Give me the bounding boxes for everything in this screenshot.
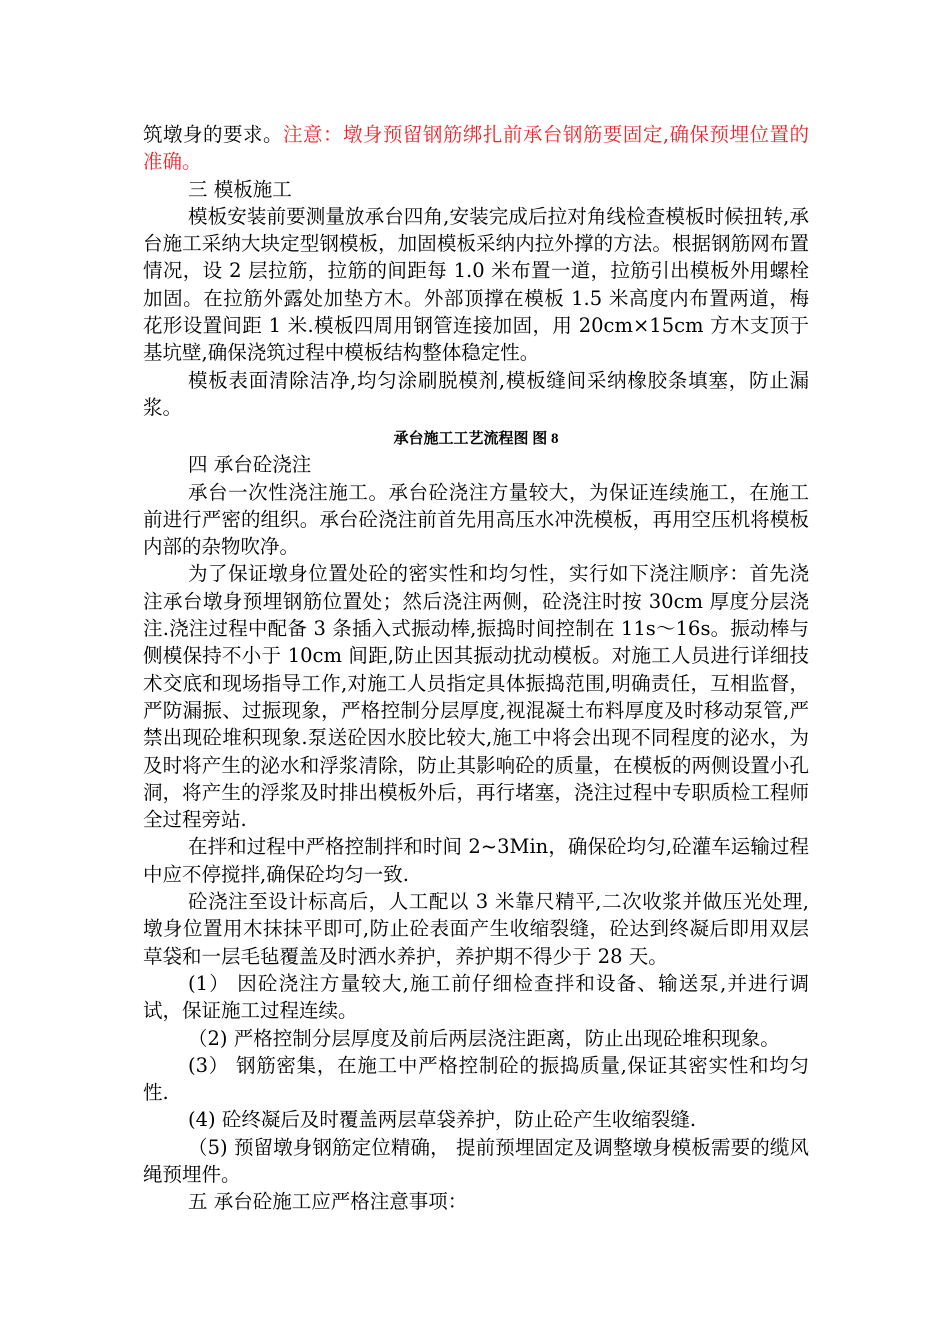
paragraph-formwork-cleaning: 模板表面清除洁净,均匀涂刷脱模剂,模板缝间采纳橡胶条填塞，防止漏浆。 (143, 368, 809, 419)
list-item-2: （2) 严格控制分层厚度及前后两层浇注距离，防止出现砼堆积现象。 (188, 1026, 780, 1050)
list-item-4: (4) 砼终凝后及时覆盖两层草袋养护，防止砼产生收缩裂缝. (188, 1108, 697, 1132)
paragraph-pouring-overview: 承台一次性浇注施工。承台砼浇注方量较大，为保证连续施工，在施工前进行严密的组织。承台砼浇注前首先用高压水冲洗模板，再用空压机将模板内部的杂物吹净。 (143, 480, 809, 559)
paragraph-mixing: 在拌和过程中严格控制拌和时间 2~3Min，确保砼均匀,砼灌车运输过程中应不停搅拌,确保砼均匀一致. (143, 835, 809, 886)
section-heading-formwork: 三 模板施工 (188, 177, 292, 201)
warning-note: 注意：墩身预留钢筋绑扎前承台钢筋要固定,确保预埋位置的准确。 (143, 123, 809, 174)
section-heading-concrete-pouring: 四 承台砼浇注 (188, 453, 312, 477)
paragraph-curing: 砼浇注至设计标高后，人工配以 3 米靠尺精平,二次收浆并做压光处理,墩身位置用木抹抹平即可,防止砼表面产生收缩裂缝，砼达到终凝后即用双层草袋和一层毛毡覆盖及时洒水养护，养护期不得少于 28 天。 (143, 890, 809, 968)
list-item-1: (1） 因砼浇注方量较大,施工前仔细检查拌和设备、输送泵,并进行调试，保证施工过程连续。 (143, 971, 809, 1023)
paragraph-pouring-sequence: 为了保证墩身位置处砼的密实性和均匀性，实行如下浇注顺序：首先浇注承台墩身预埋钢筋位置处；然后浇注两侧，砼浇注时按 30cm 厚度分层浇注.浇注过程中配备 3 条插入式振动棒,振捣时间控制在 11s～16s。振动棒与侧模保持不小于 10cm 间距,防止因其振动扰动模板。对施工人员进行详细技术交底和现场指导工作,对施工人员指定具体振捣范围,明确责任，互相监督，严防漏振、过振现象，严格控制分层厚度,视混凝土布料厚度及时移动泵管,严禁出现砼堆积现象.泵送砼因水胶比较大,施工中将会出现不同程度的泌水，为及时将产生的泌水和浮浆清除，防止其影响砼的质量，在模板的两侧设置小孔洞，将产生的浮浆及时排出模板外后，再行堵塞，浇注过程中专职质检工程师全过程旁站. (143, 562, 809, 832)
list-item-5: （5) 预留墩身钢筋定位精确， 提前预埋固定及调整墩身模板需要的缆风绳预埋件。 (143, 1135, 809, 1186)
paragraph-formwork-install: 模板安装前要测量放承台四角,安装完成后拉对角线检查模板时候扭转,承台施工采纳大块定型钢模板，加固模板采纳内拉外撑的方法。根据钢筋网布置情况，设 2 层拉筋，拉筋的间距每 1.0 米布置一道，拉筋引出模板外用螺栓加固。在拉筋外露处加垫方木。外部顶撑在模板 1.5 米高度内布置两道，梅花形设置间距 1 米.模板四周用钢管连接加固，用 20cm×15cm 方木支顶于基坑壁,确保浇筑过程中模板结构整体稳定性。 (143, 204, 809, 365)
figure-caption: 承台施工工艺流程图 图 8 (393, 431, 559, 448)
list-item-3: (3） 钢筋密集，在施工中严格控制砼的振捣质量,保证其密实性和均匀性. (143, 1053, 809, 1105)
section-heading-precautions: 五 承台砼施工应严格注意事项： (188, 1190, 468, 1214)
paragraph-intro (143, 121, 809, 176)
intro-text: 筑墩身的要求。 (143, 123, 283, 146)
document-body (143, 121, 809, 1216)
